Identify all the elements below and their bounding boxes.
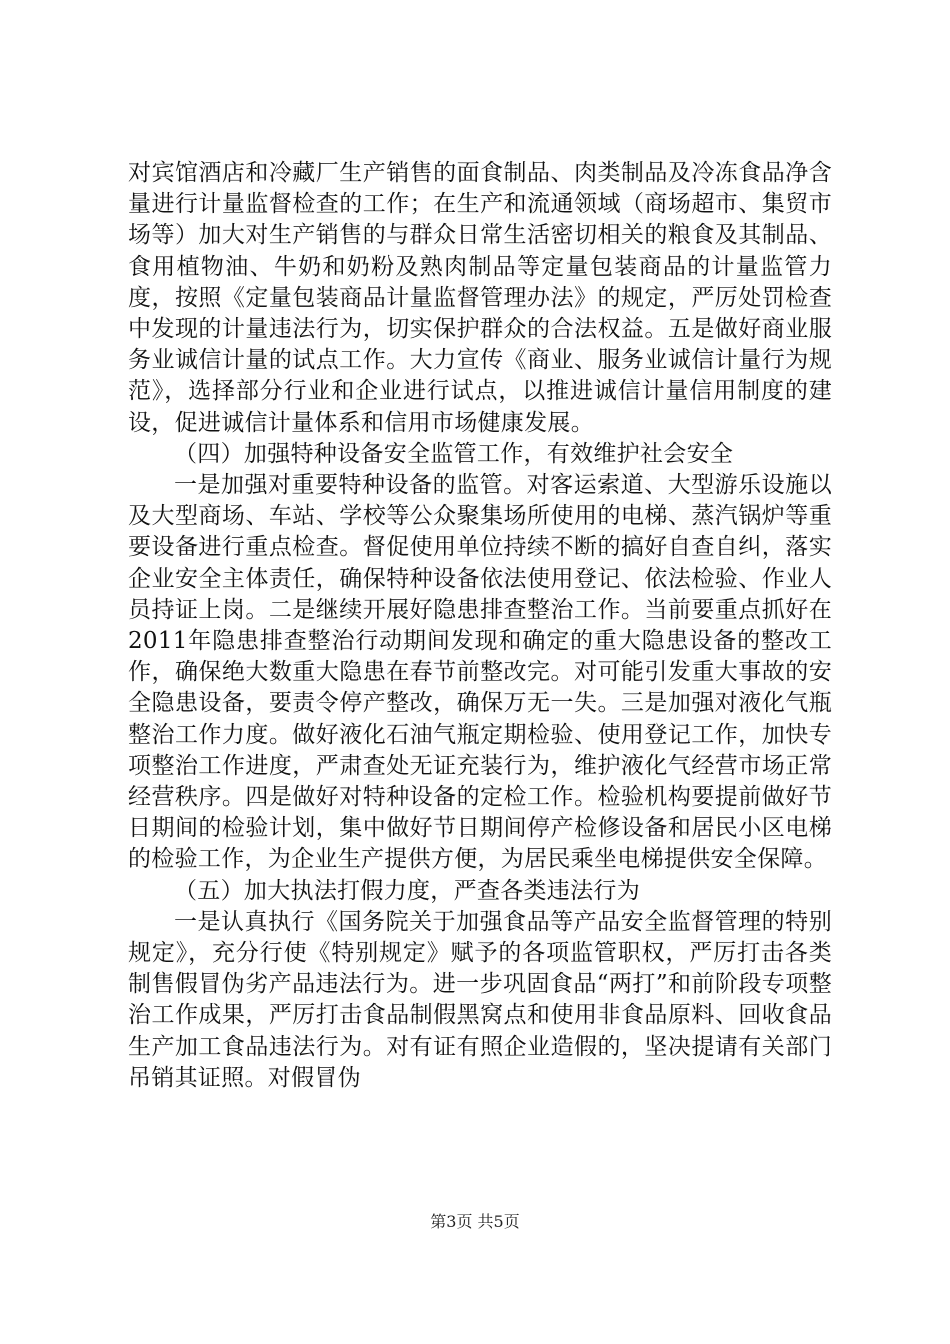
paragraph-law-enforcement: 一是认真执行《国务院关于加强食品等产品安全监督管理的特别规定》，充分行使《特别规定》赋予的各项监管职权，严厉打击各类制售假冒伪劣产品违法行为。进一步巩固食品“两打”和前阶段专项整治工作成果，严厉打击食品制假黑窝点和使用非食品原料、回收食品生产加工食品违法行为。对有证有照企业造假的，坚决提请有关部门吊销其证照。对假冒伪 xyxy=(128,908,832,1091)
page-number-footer: 第3页 共5页 xyxy=(430,1212,520,1231)
section-heading-four: （四）加强特种设备安全监管工作，有效维护社会安全 xyxy=(174,440,734,467)
section-heading-five: （五）加大执法打假力度，严查各类违法行为 xyxy=(174,877,640,904)
document-body xyxy=(128,158,832,1094)
paragraph-continuation: 对宾馆酒店和冷藏厂生产销售的面食制品、肉类制品及冷冻食品净含量进行计量监督检查的工作；在生产和流通领域（商场超市、集贸市场等）加大对生产销售的与群众日常生活密切相关的粮食及其制品、食用植物油、牛奶和奶粉及熟肉制品等定量包装商品的计量监管力度，按照《定量包装商品计量监督管理办法》的规定，严厉处罚检查中发现的计量违法行为，切实保护群众的合法权益。五是做好商业服务业诚信计量的试点工作。大力宣传《商业、服务业诚信计量行为规范》，选择部分行业和企业进行试点，以推进诚信计量信用制度的建设，促进诚信计量体系和信用市场健康发展。 xyxy=(128,160,832,436)
paragraph-special-equipment: 一是加强对重要特种设备的监管。对客运索道、大型游乐设施以及大型商场、车站、学校等公众聚集场所使用的电梯、蒸汽锅炉等重要设备进行重点检查。督促使用单位持续不断的搞好自查自纠，落实企业安全主体责任，确保特种设备依法使用登记、依法检验、作业人员持证上岗。二是继续开展好隐患排查整治工作。当前要重点抓好在2011年隐患排查整治行动期间发现和确定的重大隐患设备的整改工作，确保绝大数重大隐患在春节前整改完。对可能引发重大事故的安全隐患设备，要责令停产整改，确保万无一失。三是加强对液化气瓶整治工作力度。做好液化石油气瓶定期检验、使用登记工作，加快专项整治工作进度，严肃查处无证充装行为，维护液化气经营市场正常经营秩序。四是做好对特种设备的定检工作。检验机构要提前做好节日期间的检验计划，集中做好节日期间停产检修设备和居民小区电梯的检验工作，为企业生产提供方便，为居民乘坐电梯提供安全保障。 xyxy=(128,472,832,873)
